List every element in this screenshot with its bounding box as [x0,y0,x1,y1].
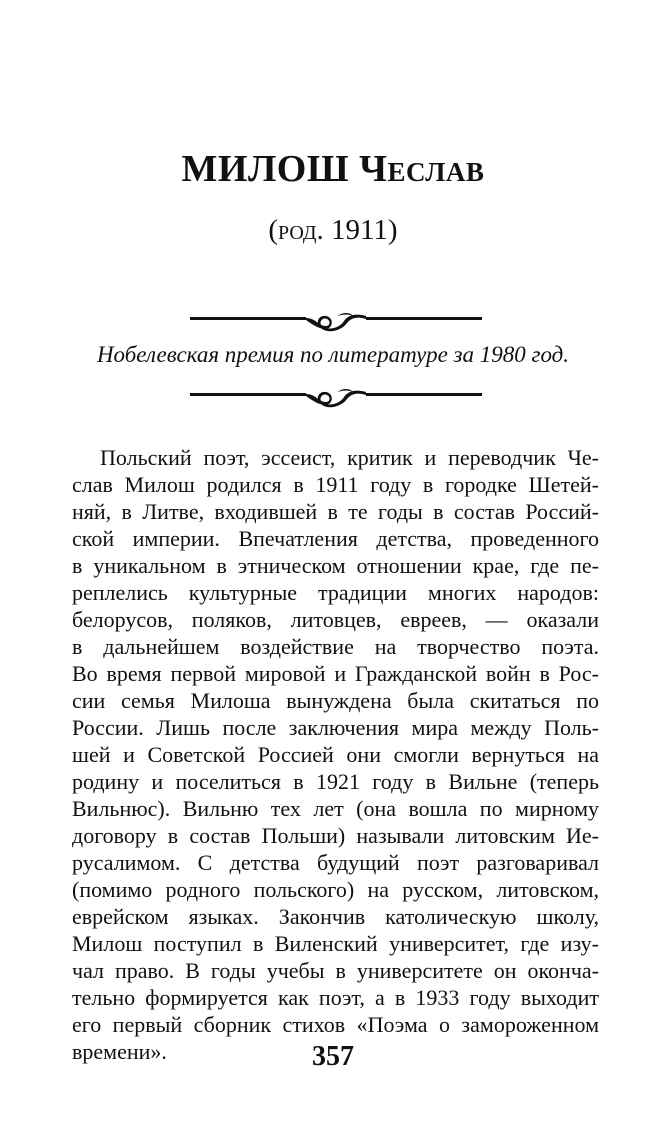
paragraph-line: чал право. В годы учебы в университете он оконча- [72,958,599,983]
paragraph-line: ской империи. Впечатления детства, проведенного [72,526,599,551]
paragraph-line: няй, в Литве, входившей в те годы в состав Россий- [72,499,599,524]
paragraph-line: его первый сборник стихов «Поэма о замороженном [72,1012,599,1037]
biography-paragraph [72,444,599,1065]
flourish-icon [190,380,482,410]
paragraph-line: времени». [72,1039,167,1064]
paragraph-line: русалимом. С детства будущий поэт разговаривал [72,850,599,875]
title-surname: МИЛОШ [181,148,350,190]
paragraph-line: договору в состав Польши) называли литовским Ие- [72,823,599,848]
paragraph-line: (помимо родного польского) на русском, литовском, [72,877,599,902]
paragraph-line: реплелись культурные традиции многих народов: [72,580,599,605]
paragraph-line: белорусов, поляков, литовцев, евреев, — оказали [72,607,599,632]
paragraph-line: Вильнюс). Вильню тех лет (она вошла по мирному [72,796,599,821]
paragraph-line: тельно формируется как поэт, а в 1933 году выходит [72,985,599,1010]
paragraph-line: России. Лишь после заключения мира между Поль- [72,715,599,740]
paragraph-line: родину и поселиться в 1921 году в Вильне (теперь [72,769,599,794]
birth-year: (род. 1911) [268,214,398,246]
ornament-divider-top [190,304,482,334]
paragraph-line: еврейском языках. Закончив католическую школу, [72,904,599,929]
nobel-prize-line: Нобелевская премия по литературе за 1980 год. [96,342,570,367]
page-title [0,146,666,192]
paragraph-line: Милош поступил в Виленский университет, где изу- [72,931,599,956]
paragraph-line: Во время первой мировой и Гражданской войн в Рос- [72,661,599,686]
paragraph-line: слав Милош родился в 1911 году в городке Шетей- [72,472,599,497]
flourish-icon [190,304,482,334]
title-first-name: Чеслав [359,148,485,190]
paragraph-line: в дальнейшем воздействие на творчество поэта. [72,634,599,659]
paragraph-line: сии семья Милоша вынуждена была скитаться по [72,688,599,713]
page-number: 357 [312,1041,354,1072]
ornament-divider-bottom [190,380,482,410]
paragraph-line: шей и Советской Россией они смогли вернуться на [72,742,599,767]
paragraph-line: Польский поэт, эссеист, критик и переводчик Че- [100,445,599,470]
paragraph-line: в уникальном в этническом отношении крае, где пе- [72,553,599,578]
